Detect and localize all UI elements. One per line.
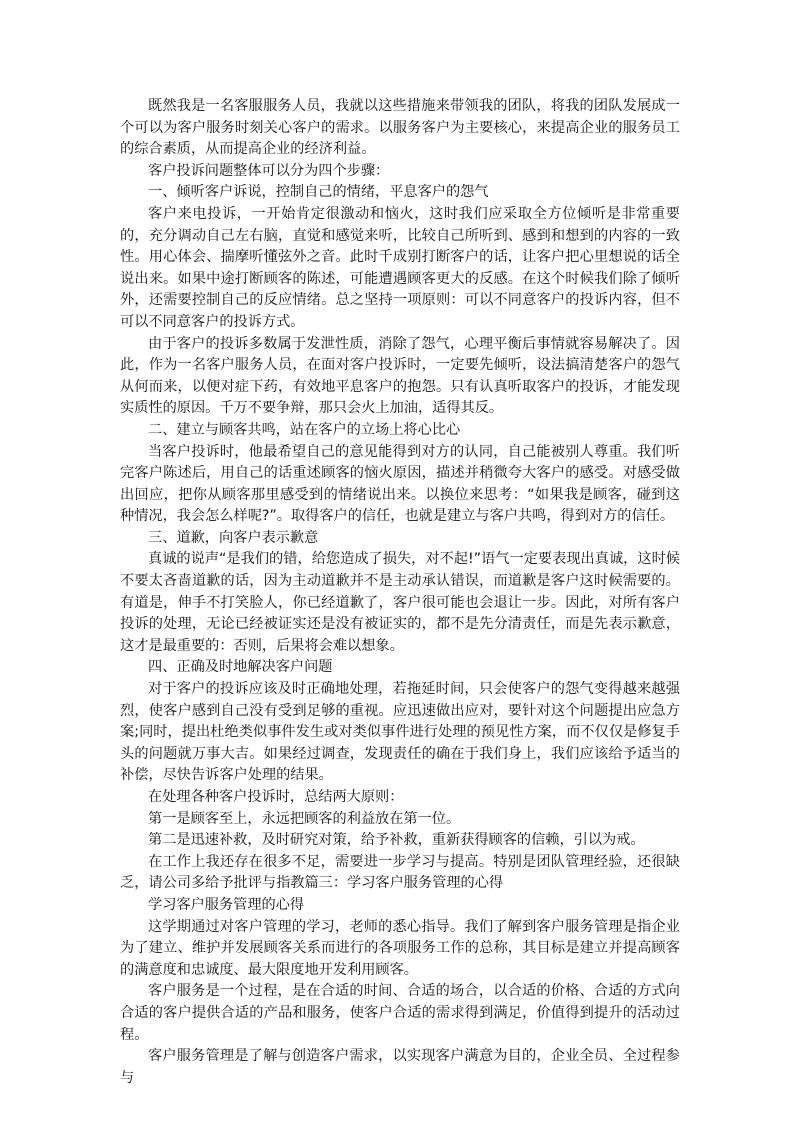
- section-heading: 二、建立与顾客共鸣，站在客户的立场上将心比心: [148, 421, 461, 438]
- section-heading: 三、道歉，向客户表示歉意: [148, 529, 319, 546]
- paragraph: 客户服务是一个过程，是在合适的时间、合适的场合，以合适的价格、合适的方式向合适的客户提供合适的产品和服务，使客户合适的需求得到满足，价值得到提升的活动过程。: [120, 983, 680, 1043]
- paragraph: 这学期通过对客户管理的学习，老师的悉心指导。我们了解到客户服务管理是指企业为了建立、维护并发展顾客关系而进行的各项服务工作的总称，其目标是建立并提高顾客的满意度和忠诚度、最大限度地开发利用顾客。: [120, 918, 680, 978]
- list-item: 第二是迅速补救，及时研究对策，给予补救，重新获得顾客的信赖，引以为戒。: [148, 832, 645, 849]
- paragraph: 客户投诉问题整体可以分为四个步骤：: [148, 162, 390, 179]
- paragraph: 真诚的说声“是我们的错，给您造成了损失，对不起!”语气一定要表现出真诚，这时候不要太吝啬道歉的话，因为主动道歉并不是主动承认错误，而道歉是客户这时候需要的。有道是，伸手不打笑脸人，你已经道歉了，客户很可能也会退让一步。因此，对所有客户投诉的处理，无论已经被证实还是没有被证实的，都不是先分清责任，而是先表示歉意，这才是最重要的：否则，后果将会难以想象。: [120, 551, 680, 654]
- paragraph: 既然我是一名客服服务人员，我就以这些措施来带领我的团队，将我的团队发展成一个可以为客户服务时刻关心客户的需求。以服务客户为主要核心，来提高企业的服务员工的综合素质，从而提高企业的经济利益。: [120, 98, 680, 158]
- document-body: [120, 96, 680, 1089]
- paragraph: 在处理各种客户投诉时，总结两大原则：: [148, 789, 404, 805]
- section-title: 学习客户服务管理的心得: [148, 896, 305, 913]
- paragraph: 当客户投诉时，他最希望自己的意见能得到对方的认同，自己能被别人尊重。我们听完客户陈述后，用自己的话重述顾客的恼火原因，描述并稍微夸大客户的感受。对感受做出回应，把你从顾客那里感受到的情绪说出来。以换位来思考：“如果我是顾客，碰到这种情况，我会怎么样呢?”。取得客户的信任，也就是建立与客户共鸣，得到对方的信任。: [120, 443, 680, 525]
- list-item: 第一是顾客至上，永远把顾客的利益放在第一位。: [148, 810, 461, 827]
- paragraph: 客户来电投诉，一开始肯定很激动和恼火，这时我们应采取全方位倾听是非常重要的，充分调动自己左右脑，直觉和感觉来听，比较自己所听到、感到和想到的内容的一致性。用心体会、揣摩听懂弦外之音。此时千成别打断客户的话，让客户把心里想说的话全说出来。如果中途打断顾客的陈述，可能遭遇顾客更大的反感。在这个时候我们除了倾听外，还需要控制自己的反应情绪。总之坚持一项原则：可以不同意客户的投诉内容，但不可以不同意客户的投诉方式。: [120, 205, 680, 330]
- paragraph: 对于客户的投诉应该及时正确地处理，若拖延时间，只会使客户的怨气变得越来越强烈，使客户感到自己没有受到足够的重视。应迅速做出应对，要针对这个问题提出应急方案;同时，提出杜绝类似事件发生或对类似事件进行处理的预见性方案，而不仅仅是修复手头的问题就万事大吉。如果经过调查，发现责任的确在于我们身上，我们应该给予适当的补偿，尽快告诉客户处理的结果。: [120, 681, 680, 784]
- paragraph: 在工作上我还存在很多不足，需要进一步学习与提高。特别是团队管理经验，还很缺乏，请公司多给予批评与指教篇三：学习客户服务管理的心得: [120, 853, 680, 892]
- section-heading: 四、正确及时地解决客户问题: [148, 659, 333, 676]
- paragraph: 客户服务管理是了解与创造客户需求，以实现客户满意为目的，企业全员、全过程参与: [120, 1048, 680, 1086]
- section-heading: 一、倾听客户诉说，控制自己的情绪，平息客户的怨气: [148, 184, 489, 201]
- paragraph: 由于客户的投诉多数属于发泄性质，消除了怨气，心理平衡后事情就容易解决了。因此，作为一名客户服务人员，在面对客户投诉时，一定要先倾听，设法搞清楚客户的怨气从何而来，以便对症下药，有效地平息客户的抱怨。只有认真听取客户的投诉，才能发现实质性的原因。千万不要争辩，那只会火上加油，适得其反。: [120, 335, 680, 417]
